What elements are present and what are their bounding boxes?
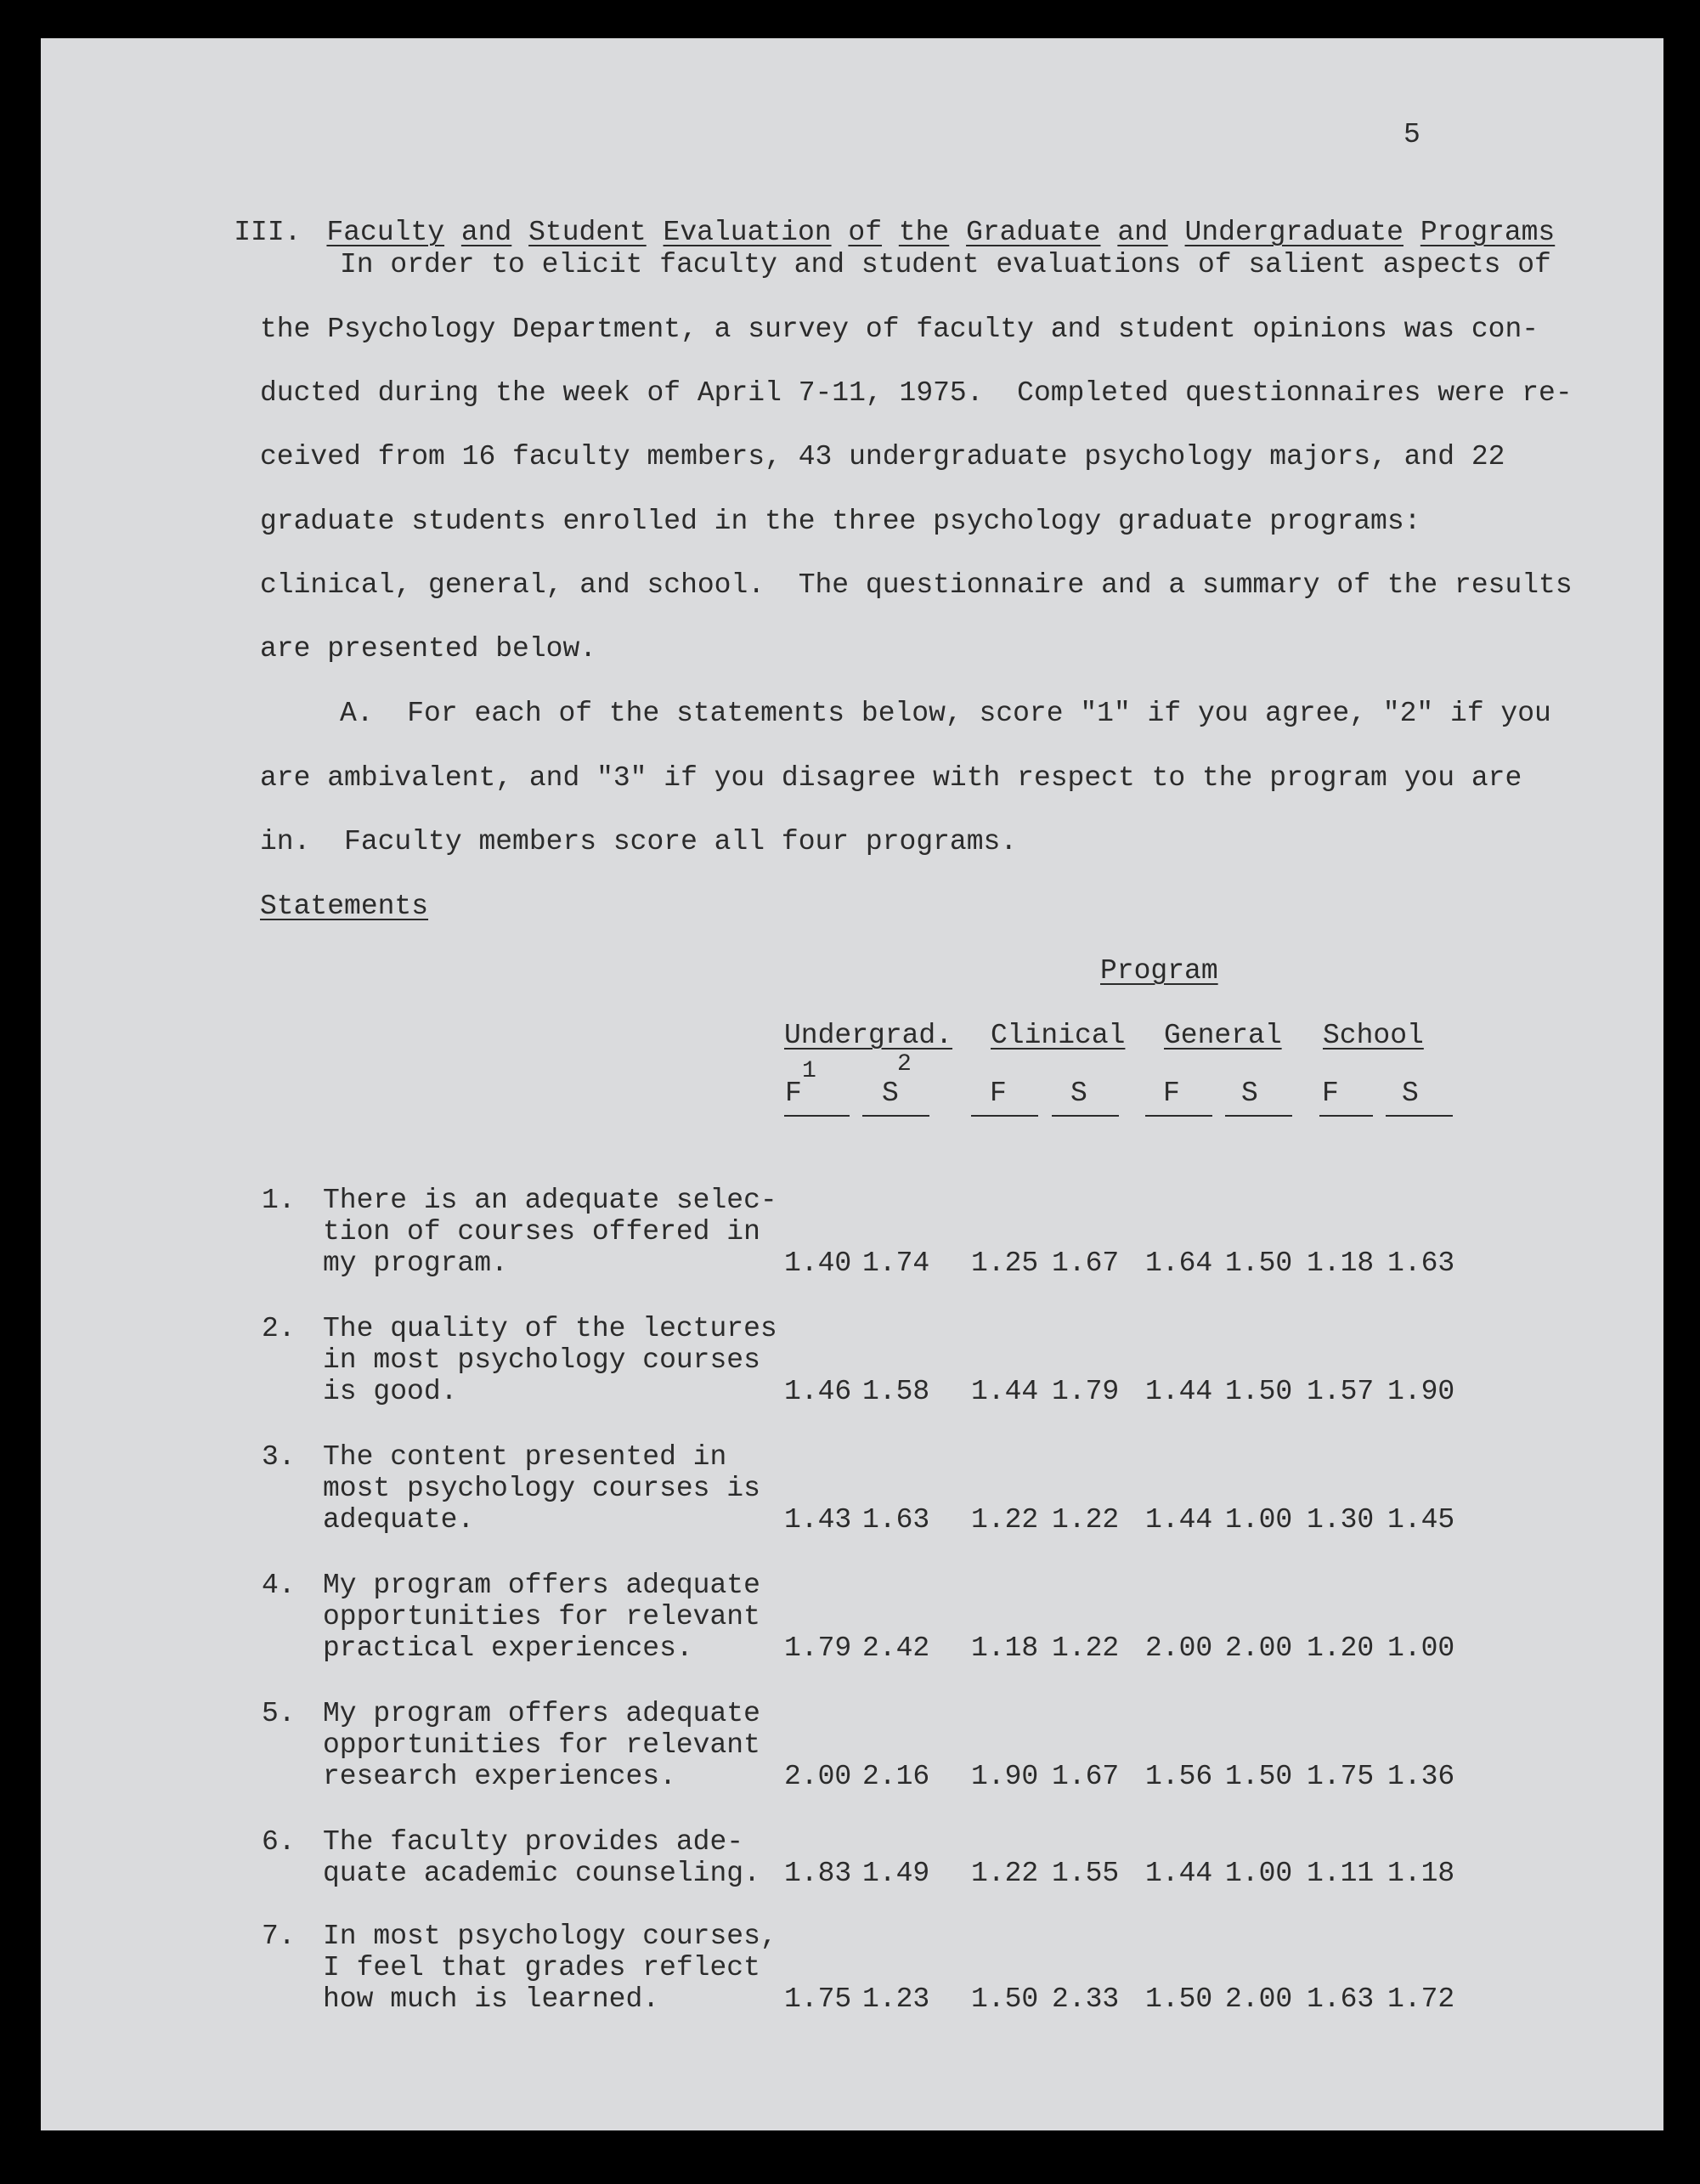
- fs-label: S: [1241, 1078, 1258, 1109]
- score-cell: 1.58: [862, 1376, 930, 1407]
- score-cell: 1.63: [862, 1504, 930, 1536]
- statement-number: 7.: [262, 1921, 296, 1952]
- score-cell: 1.44: [1145, 1504, 1213, 1536]
- footnote-mark: 2: [897, 1051, 912, 1078]
- score-cell: 1.56: [1145, 1761, 1213, 1792]
- heading-word: Undergraduate: [1184, 217, 1403, 248]
- score-cell: 1.18: [1387, 1858, 1455, 1889]
- score-cell: 1.45: [1387, 1504, 1455, 1536]
- fs-underline: [971, 1115, 1038, 1117]
- statement-text: The faculty provides ade- quate academic counseling.: [323, 1826, 760, 1889]
- fs-underline: [1319, 1115, 1373, 1117]
- score-cell: 1.72: [1387, 1983, 1455, 2015]
- score-cell: 1.18: [1307, 1248, 1375, 1279]
- fs-underline: [1225, 1115, 1292, 1117]
- document-page: [41, 38, 1663, 2130]
- statements-heading: Statements: [260, 891, 429, 922]
- score-cell: 1.00: [1225, 1504, 1293, 1536]
- score-cell: 1.75: [784, 1983, 852, 2015]
- intro-line: clinical, general, and school. The questionnaire and a summary of the results: [260, 569, 1573, 601]
- score-cell: 2.16: [862, 1761, 930, 1792]
- score-cell: 1.44: [1145, 1376, 1213, 1407]
- statement-number: 4.: [262, 1570, 296, 1601]
- instruction-line: are ambivalent, and "3" if you disagree with respect to the program you are: [260, 762, 1522, 794]
- fs-label: S: [882, 1078, 899, 1109]
- intro-line: the Psychology Department, a survey of faculty and student opinions was con-: [260, 314, 1539, 345]
- score-cell: 1.23: [862, 1983, 930, 2015]
- heading-word: Programs: [1420, 217, 1556, 248]
- heading-word: Faculty: [326, 217, 445, 248]
- score-cell: 1.46: [784, 1376, 852, 1407]
- score-cell: 1.22: [971, 1858, 1039, 1889]
- score-cell: 1.22: [1052, 1504, 1120, 1536]
- score-cell: 1.22: [971, 1504, 1039, 1536]
- score-cell: 2.00: [1225, 1983, 1293, 2015]
- score-cell: 1.36: [1387, 1761, 1455, 1792]
- fs-label: F: [1322, 1078, 1339, 1109]
- score-cell: 2.00: [1225, 1632, 1293, 1664]
- score-cell: 2.00: [784, 1761, 852, 1792]
- footnote-mark: 1: [802, 1058, 816, 1084]
- fs-label: F: [785, 1078, 802, 1109]
- score-cell: 1.44: [1145, 1858, 1213, 1889]
- fs-label: S: [1070, 1078, 1087, 1109]
- score-cell: 1.67: [1052, 1761, 1120, 1792]
- score-cell: 1.63: [1387, 1248, 1455, 1279]
- instruction-line: in. Faculty members score all four programs.: [260, 826, 1018, 857]
- score-cell: 1.50: [1225, 1761, 1293, 1792]
- fs-underline: [784, 1115, 850, 1117]
- fs-underline: [1386, 1115, 1453, 1117]
- column-clinical: Clinical: [991, 1020, 1126, 1051]
- statement-text: The content presented in most psychology courses is adequate.: [323, 1441, 760, 1536]
- score-cell: 1.74: [862, 1248, 930, 1279]
- score-cell: 1.44: [971, 1376, 1039, 1407]
- page-number: 5: [1403, 119, 1420, 150]
- score-cell: 2.42: [862, 1632, 930, 1664]
- program-heading: Program: [1100, 955, 1218, 987]
- heading-word: of: [848, 217, 883, 248]
- statement-number: 6.: [262, 1826, 296, 1858]
- score-cell: 1.22: [1052, 1632, 1120, 1664]
- section-roman-numeral: III.: [234, 217, 302, 248]
- heading-word: and: [460, 217, 512, 248]
- score-cell: 1.64: [1145, 1248, 1213, 1279]
- score-cell: 1.79: [1052, 1376, 1120, 1407]
- heading-word: Student: [528, 217, 647, 248]
- fs-label: F: [990, 1078, 1007, 1109]
- intro-line: ducted during the week of April 7-11, 1975. Completed questionnaires were re-: [260, 377, 1573, 409]
- intro-line: In order to elicit faculty and student evaluations of salient aspects of: [340, 249, 1551, 280]
- score-cell: 1.25: [971, 1248, 1039, 1279]
- score-cell: 1.50: [971, 1983, 1039, 2015]
- intro-line: are presented below.: [260, 633, 597, 665]
- column-general: General: [1164, 1020, 1282, 1051]
- score-cell: 1.83: [784, 1858, 852, 1889]
- intro-line: graduate students enrolled in the three psychology graduate programs:: [260, 506, 1421, 537]
- score-cell: 1.90: [971, 1761, 1039, 1792]
- score-cell: 1.50: [1145, 1983, 1213, 2015]
- fs-underline: [862, 1115, 929, 1117]
- statement-number: 2.: [262, 1313, 296, 1344]
- score-cell: 1.30: [1307, 1504, 1375, 1536]
- fs-underline: [1052, 1115, 1119, 1117]
- score-cell: 1.49: [862, 1858, 930, 1889]
- score-cell: 1.18: [971, 1632, 1039, 1664]
- fs-label: S: [1402, 1078, 1419, 1109]
- statement-text: In most psychology courses, I feel that grades reflect how much is learned.: [323, 1921, 777, 2015]
- fs-label: F: [1163, 1078, 1180, 1109]
- score-cell: 1.63: [1307, 1983, 1375, 2015]
- score-cell: 1.40: [784, 1248, 852, 1279]
- heading-word: the: [898, 217, 950, 248]
- score-cell: 1.57: [1307, 1376, 1375, 1407]
- score-cell: 1.79: [784, 1632, 852, 1664]
- column-school: School: [1323, 1020, 1424, 1051]
- statement-text: There is an adequate selec- tion of courses offered in my program.: [323, 1185, 777, 1279]
- score-cell: 1.43: [784, 1504, 852, 1536]
- score-cell: 1.50: [1225, 1248, 1293, 1279]
- score-cell: 1.50: [1225, 1376, 1293, 1407]
- score-cell: 2.00: [1145, 1632, 1213, 1664]
- score-cell: 2.33: [1052, 1983, 1120, 2015]
- heading-word: Evaluation: [663, 217, 832, 248]
- score-cell: 1.90: [1387, 1376, 1455, 1407]
- score-cell: 1.20: [1307, 1632, 1375, 1664]
- score-cell: 1.00: [1387, 1632, 1455, 1664]
- score-cell: 1.67: [1052, 1248, 1120, 1279]
- statement-number: 1.: [262, 1185, 296, 1216]
- score-cell: 1.55: [1052, 1858, 1120, 1889]
- instruction-line: A. For each of the statements below, score "1" if you agree, "2" if you: [340, 698, 1551, 729]
- statement-text: My program offers adequate opportunities for relevant practical experiences.: [323, 1570, 760, 1664]
- score-cell: 1.00: [1225, 1858, 1293, 1889]
- score-cell: 1.11: [1307, 1858, 1375, 1889]
- column-undergrad: Undergrad.: [784, 1020, 953, 1051]
- statement-text: The quality of the lectures in most psychology courses is good.: [323, 1313, 777, 1407]
- score-cell: 1.75: [1307, 1761, 1375, 1792]
- intro-line: ceived from 16 faculty members, 43 undergraduate psychology majors, and 22: [260, 441, 1505, 472]
- statement-number: 5.: [262, 1698, 296, 1729]
- fs-underline: [1145, 1115, 1212, 1117]
- heading-word: and: [1117, 217, 1168, 248]
- statement-number: 3.: [262, 1441, 296, 1473]
- statement-text: My program offers adequate opportunities for relevant research experiences.: [323, 1698, 760, 1792]
- heading-word: Graduate: [966, 217, 1101, 248]
